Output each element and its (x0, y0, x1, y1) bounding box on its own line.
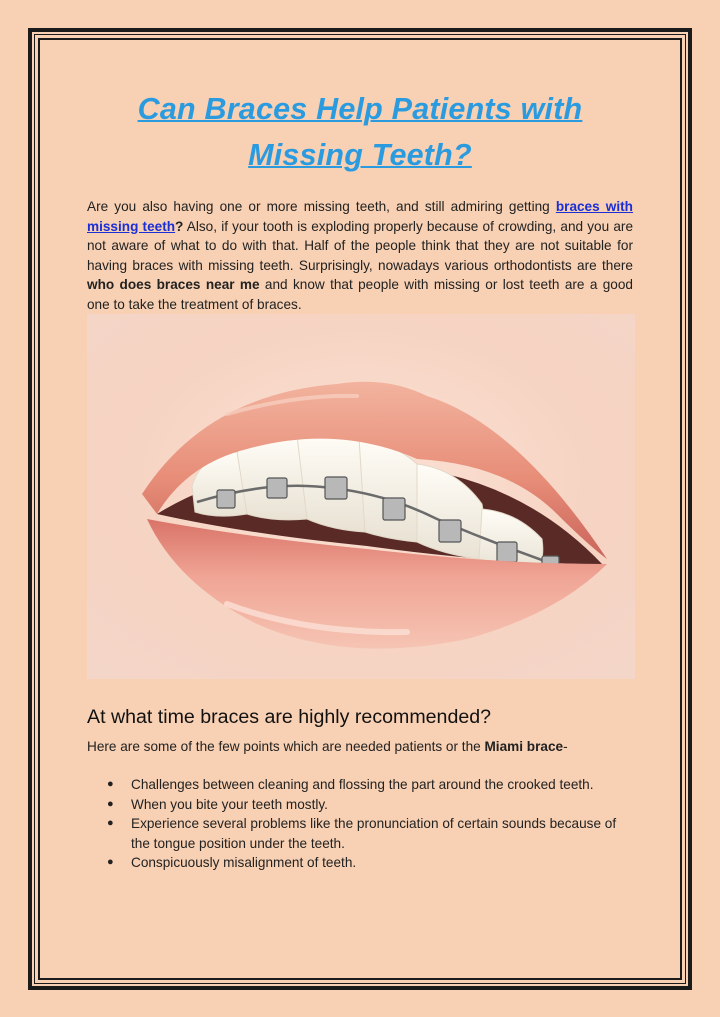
bullet-icon: ● (107, 856, 114, 869)
section-lead (87, 737, 647, 757)
braces-smile-photo (87, 314, 635, 679)
bullet-icon: ● (107, 817, 114, 830)
list-item-text: When you bite your teeth mostly. (131, 796, 328, 812)
list-item (107, 853, 637, 873)
section-heading: At what time braces are highly recommended? (87, 706, 492, 728)
intro-question-mark-text: ? (175, 218, 184, 234)
intro-text-2: Also, if your tooth is exploding properly because of crowding, and you are not aware of what to do with that. Half of the people think that they are not suitable for having braces with missing teeth. Surprisingly, nowadays various orthodontists are there (87, 218, 634, 273)
list-item (107, 814, 637, 853)
list-item-text: Challenges between cleaning and flossing the part around the crooked teeth. (131, 777, 594, 792)
lead-text: Here are some of the few points which are needed patients or the (87, 739, 485, 754)
miami-brace-bold: Miami brace (484, 739, 564, 754)
intro-text-3: and know that people with missing or lost teeth are a good one to take the treatment of braces. (87, 277, 633, 312)
list-item-text: Experience several problems like the pronunciation of certain sounds because of the tongue position under the teeth. (131, 816, 617, 851)
braces-near-me-bold: who does braces near me (87, 277, 260, 292)
page-title: Can Braces Help Patients with Missing Teeth? (137, 92, 583, 172)
braces-missing-teeth-link[interactable]: braces with missing teeth (87, 199, 633, 234)
lead-end: - (563, 739, 568, 754)
bullet-icon: ● (107, 797, 114, 810)
recommendation-list (107, 775, 637, 873)
list-item (107, 795, 637, 815)
bullet-icon: ● (107, 778, 114, 790)
list-item-text: Conspicuously misalignment of teeth. (131, 855, 357, 871)
intro-text-1: Are you also having one or more missing teeth, and still admiring getting (87, 199, 556, 214)
list-item (107, 775, 637, 795)
intro-paragraph (87, 197, 633, 314)
